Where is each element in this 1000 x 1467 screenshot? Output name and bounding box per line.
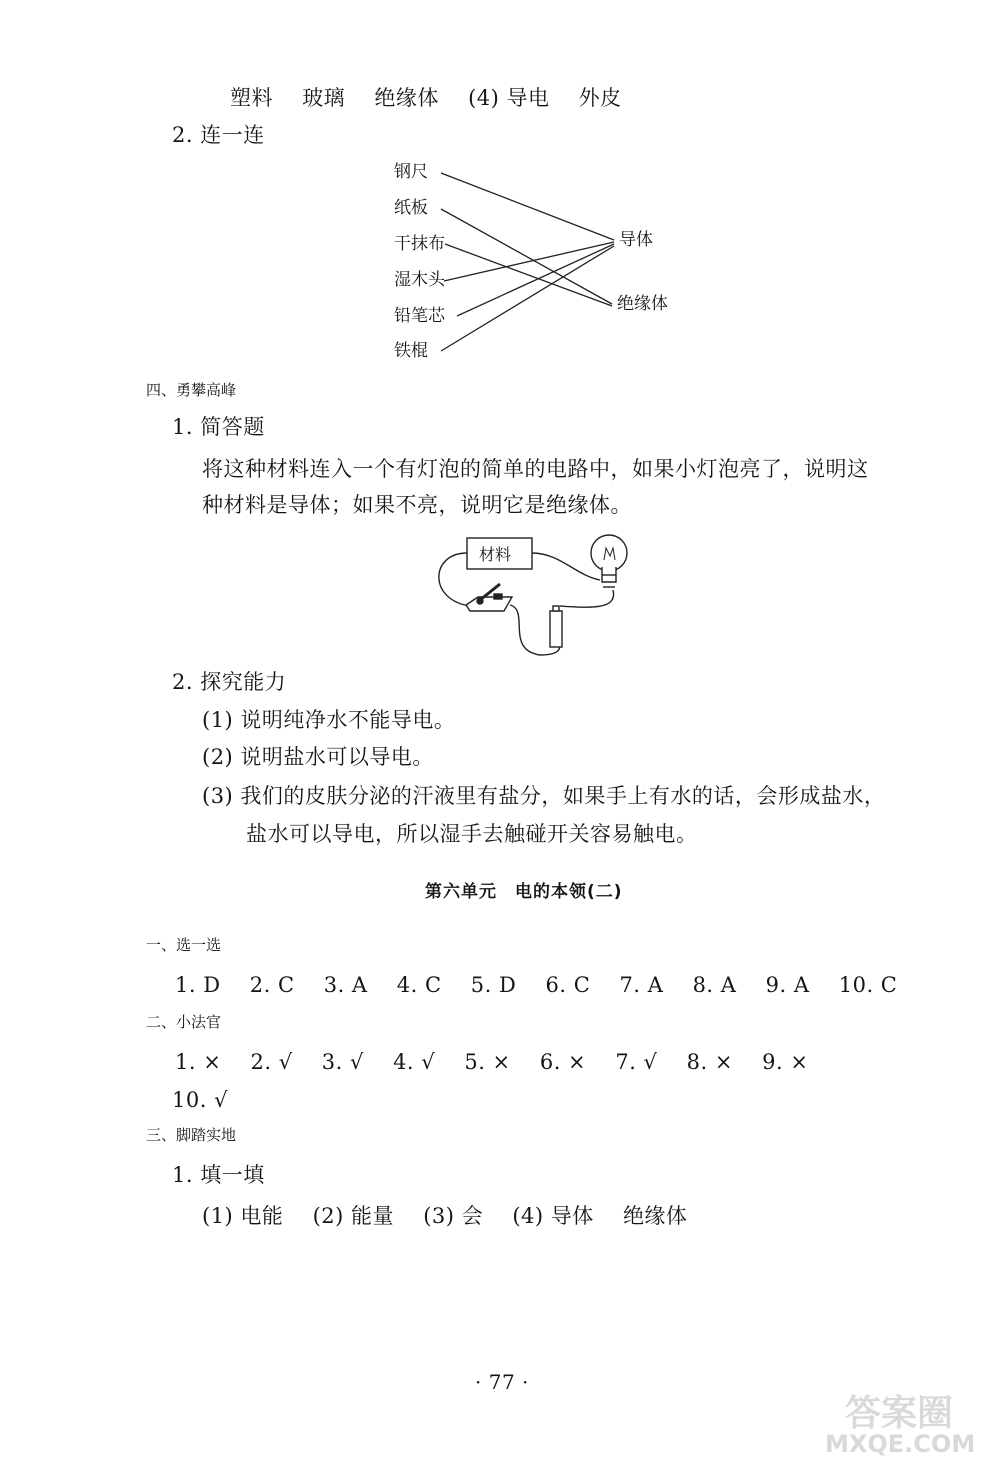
section-title: 二、小法官 — [146, 1013, 222, 1031]
answer-item: 绝缘体 — [622, 1204, 688, 1228]
match-left-item: 铅笔芯 — [394, 306, 445, 326]
question-title: 2. 探究能力 — [172, 670, 287, 694]
answer-item: 9. × — [762, 1050, 809, 1074]
answer-item: 10. √ — [172, 1088, 228, 1112]
answer-item: 塑料 — [230, 86, 273, 110]
circuit-diagram — [439, 535, 627, 655]
match-line — [457, 244, 614, 316]
circuit-label: 材料 — [479, 545, 512, 564]
question-title: 1. 填一填 — [172, 1163, 265, 1187]
match-left-item: 钢尺 — [394, 162, 428, 182]
answer-item: 8. × — [686, 1050, 733, 1074]
unit-title: 第六单元 电的本领(二) — [425, 882, 623, 902]
watermark-logo: 答案圈 — [845, 1393, 954, 1434]
match-lines — [441, 173, 614, 351]
answer-item: (4) 导电 — [468, 86, 550, 110]
answer-item: (4) 导体 — [512, 1204, 594, 1228]
wire — [560, 590, 614, 607]
answer-item: 9. A — [765, 973, 810, 997]
answer-item: (1) 电能 — [202, 1204, 284, 1228]
answer-item: 4. √ — [393, 1050, 436, 1074]
answer-item: 7. A — [619, 973, 664, 997]
answer-text: (1) 说明纯净水不能导电。 — [202, 708, 456, 732]
page-number: · 77 · — [475, 1370, 529, 1394]
match-left-item: 铁棍 — [394, 341, 428, 361]
answer-text: 将这种材料连入一个有灯泡的简单的电路中，如果小灯泡亮了，说明这 — [202, 457, 869, 481]
answer-item: 6. C — [545, 973, 591, 997]
switch-icon — [466, 597, 512, 611]
answer-item: 1. D — [175, 973, 221, 997]
wire — [439, 553, 470, 606]
answer-item: 5. D — [470, 973, 517, 997]
answer-item: 8. A — [692, 973, 737, 997]
choice-answers — [175, 975, 919, 996]
match-left-item: 纸板 — [394, 198, 428, 218]
answer-item: 5. × — [464, 1050, 511, 1074]
watermark-url: MXQE.COM — [825, 1430, 976, 1458]
match-title: 2. 连一连 — [172, 123, 265, 147]
section-title: 四、勇攀高峰 — [146, 381, 237, 399]
answer-item: 1. × — [175, 1050, 222, 1074]
battery-icon — [550, 611, 562, 647]
match-left-item: 湿木头 — [394, 270, 445, 290]
answer-text: (3) 我们的皮肤分泌的汗液里有盐分，如果手上有水的话，会形成盐水， — [202, 784, 886, 808]
answer-text: 盐水可以导电，所以湿手去触碰开关容易触电。 — [246, 822, 698, 846]
answer-text: 种材料是导体；如果不亮，说明它是绝缘体。 — [202, 493, 632, 517]
match-left-item: 干抹布 — [394, 234, 445, 254]
match-right-item: 导体 — [619, 230, 653, 250]
answer-item: 3. √ — [321, 1050, 364, 1074]
answer-item: 6. × — [539, 1050, 587, 1074]
answer-item: 7. √ — [615, 1050, 658, 1074]
answer-text: (2) 说明盐水可以导电。 — [202, 745, 434, 769]
answer-item: 10. C — [838, 973, 898, 997]
judge-answers — [175, 1052, 830, 1073]
answer-item: (3) 会 — [423, 1204, 484, 1228]
wire — [532, 553, 600, 580]
section-title: 一、选一选 — [146, 936, 222, 954]
answer-item: 玻璃 — [302, 86, 346, 110]
answer-item: 2. C — [249, 973, 295, 997]
section-title: 三、脚踏实地 — [146, 1126, 237, 1144]
answer-item: 2. √ — [250, 1050, 293, 1074]
answer-item: (2) 能量 — [312, 1204, 395, 1228]
answer-item: 3. A — [323, 973, 368, 997]
answer-item: 绝缘体 — [374, 86, 439, 110]
answer-item: 4. C — [396, 973, 442, 997]
match-right-item: 绝缘体 — [617, 294, 668, 314]
match-line — [441, 173, 614, 240]
question-title: 1. 简答题 — [172, 415, 265, 439]
fill-answers — [202, 1206, 709, 1227]
answer-item: 外皮 — [578, 86, 622, 110]
